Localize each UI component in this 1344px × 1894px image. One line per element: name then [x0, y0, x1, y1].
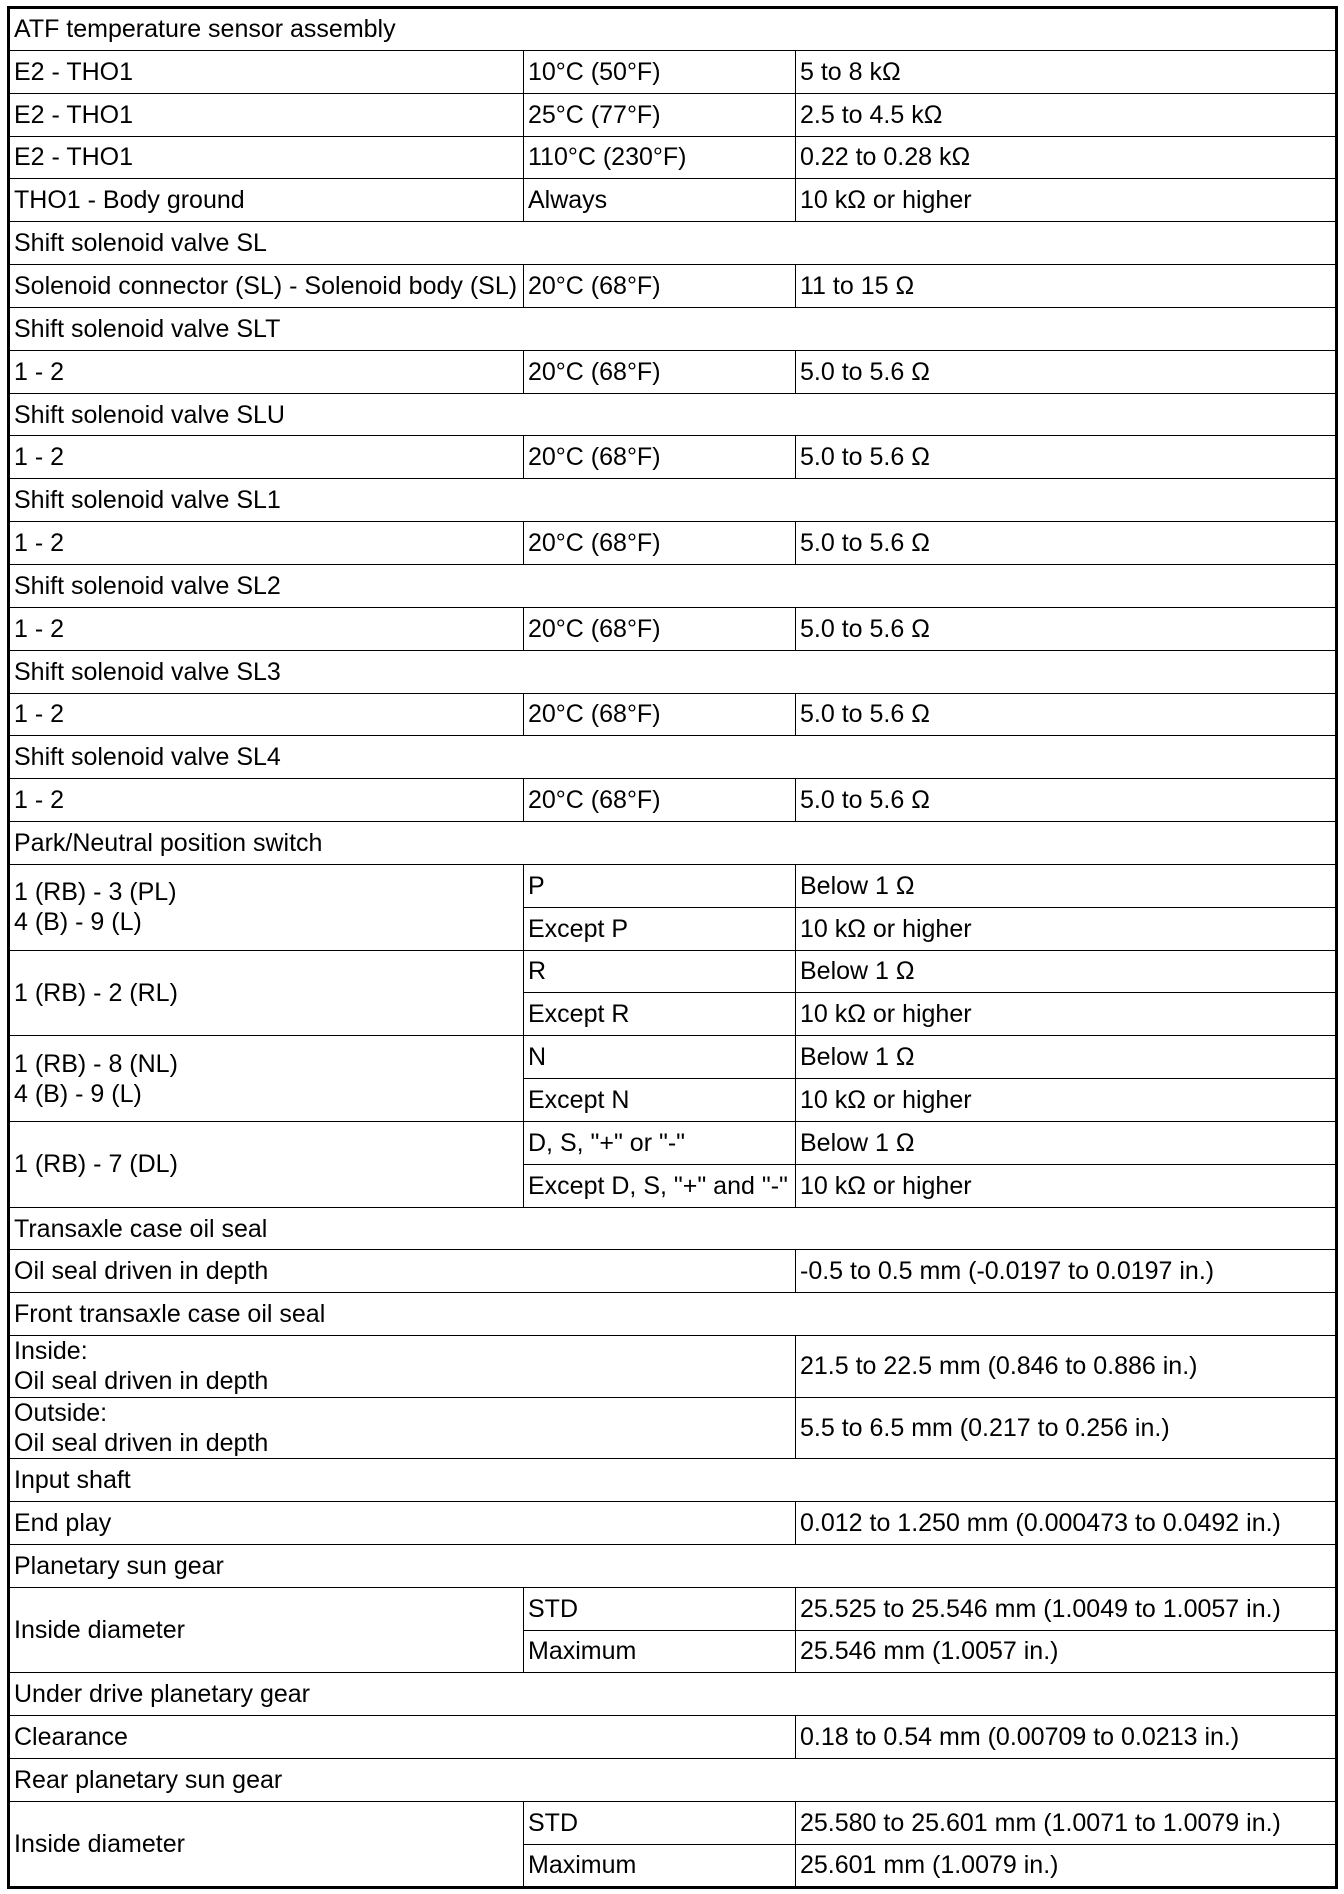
table-cell: 5.5 to 6.5 mm (0.217 to 0.256 in.) — [796, 1397, 1337, 1459]
table-row — [9, 1502, 1337, 1545]
table-cell: 20°C (68°F) — [524, 607, 796, 650]
table-cell: 20°C (68°F) — [524, 265, 796, 308]
section-title: Shift solenoid valve SL3 — [9, 650, 1337, 693]
section-header-row — [9, 479, 1337, 522]
table-cell: 110°C (230°F) — [524, 136, 796, 179]
table-cell: 1 - 2 — [9, 350, 524, 393]
table-cell: 1 - 2 — [9, 436, 524, 479]
table-cell: Outside: Oil seal driven in depth — [9, 1397, 796, 1459]
section-header-row — [9, 307, 1337, 350]
table-row — [9, 265, 1337, 308]
table-row — [9, 1801, 1337, 1844]
table-row — [9, 50, 1337, 93]
table-cell: 5.0 to 5.6 Ω — [796, 779, 1337, 822]
table-cell: 20°C (68°F) — [524, 779, 796, 822]
table-cell: E2 - THO1 — [9, 50, 524, 93]
table-cell: 10 kΩ or higher — [796, 1079, 1337, 1122]
section-header-row — [9, 564, 1337, 607]
section-header-row — [9, 822, 1337, 865]
table-row — [9, 179, 1337, 222]
table-cell: 10 kΩ or higher — [796, 993, 1337, 1036]
table-row — [9, 1121, 1337, 1164]
table-cell: Maximum — [524, 1844, 796, 1887]
table-cell: Always — [524, 179, 796, 222]
table-row — [9, 1036, 1337, 1079]
table-cell: 5.0 to 5.6 Ω — [796, 436, 1337, 479]
section-title: Shift solenoid valve SL1 — [9, 479, 1337, 522]
table-cell: 20°C (68°F) — [524, 522, 796, 565]
table-cell: 1 - 2 — [9, 693, 524, 736]
table-row — [9, 864, 1337, 907]
table-cell: 1 (RB) - 2 (RL) — [9, 950, 524, 1036]
section-header-row — [9, 650, 1337, 693]
section-header-row — [9, 393, 1337, 436]
table-cell: N — [524, 1036, 796, 1079]
table-cell: STD — [524, 1587, 796, 1630]
section-title: Shift solenoid valve SLT — [9, 307, 1337, 350]
section-title: Transaxle case oil seal — [9, 1207, 1337, 1250]
table-cell: Maximum — [524, 1630, 796, 1673]
section-header-row — [9, 1459, 1337, 1502]
table-cell: 25.525 to 25.546 mm (1.0049 to 1.0057 in.) — [796, 1587, 1337, 1630]
spec-sheet — [7, 6, 1338, 1889]
section-title: Shift solenoid valve SL — [9, 222, 1337, 265]
section-title: Planetary sun gear — [9, 1544, 1337, 1587]
table-cell: 20°C (68°F) — [524, 350, 796, 393]
table-cell: End play — [9, 1502, 796, 1545]
table-cell: 10 kΩ or higher — [796, 907, 1337, 950]
table-row — [9, 522, 1337, 565]
table-cell: Except D, S, "+" and "-" — [524, 1164, 796, 1207]
table-cell: 5.0 to 5.6 Ω — [796, 607, 1337, 650]
table-cell: 25.546 mm (1.0057 in.) — [796, 1630, 1337, 1673]
table-cell: 10 kΩ or higher — [796, 1164, 1337, 1207]
table-cell: 1 (RB) - 8 (NL) 4 (B) - 9 (L) — [9, 1036, 524, 1122]
table-row — [9, 1336, 1337, 1398]
table-cell: 1 - 2 — [9, 779, 524, 822]
table-cell: Solenoid connector (SL) - Solenoid body (SL) — [9, 265, 524, 308]
table-cell: 25.601 mm (1.0079 in.) — [796, 1844, 1337, 1887]
table-row — [9, 350, 1337, 393]
table-row — [9, 136, 1337, 179]
specification-table-body — [9, 8, 1337, 1888]
section-title: Park/Neutral position switch — [9, 822, 1337, 865]
section-header-row — [9, 222, 1337, 265]
table-cell: P — [524, 864, 796, 907]
table-row — [9, 1716, 1337, 1759]
table-cell: 1 - 2 — [9, 607, 524, 650]
table-cell: Inside diameter — [9, 1587, 524, 1673]
table-cell: Oil seal driven in depth — [9, 1250, 796, 1293]
section-title: Under drive planetary gear — [9, 1673, 1337, 1716]
table-cell: D, S, "+" or "-" — [524, 1121, 796, 1164]
table-cell: -0.5 to 0.5 mm (-0.0197 to 0.0197 in.) — [796, 1250, 1337, 1293]
table-row — [9, 693, 1337, 736]
table-cell: Except P — [524, 907, 796, 950]
section-header-row — [9, 1759, 1337, 1802]
section-header-row — [9, 1673, 1337, 1716]
table-cell: Clearance — [9, 1716, 796, 1759]
table-row — [9, 1250, 1337, 1293]
section-title: Shift solenoid valve SL2 — [9, 564, 1337, 607]
table-cell: Except N — [524, 1079, 796, 1122]
section-header-row — [9, 736, 1337, 779]
table-cell: 0.22 to 0.28 kΩ — [796, 136, 1337, 179]
table-cell: 0.012 to 1.250 mm (0.000473 to 0.0492 in.) — [796, 1502, 1337, 1545]
section-header-row — [9, 1544, 1337, 1587]
table-row — [9, 436, 1337, 479]
table-cell: 1 (RB) - 3 (PL) 4 (B) - 9 (L) — [9, 864, 524, 950]
table-cell: 1 (RB) - 7 (DL) — [9, 1121, 524, 1207]
table-cell: Below 1 Ω — [796, 1036, 1337, 1079]
section-title: Rear planetary sun gear — [9, 1759, 1337, 1802]
section-header-row — [9, 1293, 1337, 1336]
section-header-row — [9, 8, 1337, 51]
specification-table — [7, 6, 1338, 1889]
section-title: ATF temperature sensor assembly — [9, 8, 1337, 51]
section-title: Input shaft — [9, 1459, 1337, 1502]
table-cell: 0.18 to 0.54 mm (0.00709 to 0.0213 in.) — [796, 1716, 1337, 1759]
table-cell: 25°C (77°F) — [524, 93, 796, 136]
table-cell: 10°C (50°F) — [524, 50, 796, 93]
table-cell: E2 - THO1 — [9, 136, 524, 179]
table-cell: 20°C (68°F) — [524, 436, 796, 479]
table-cell: E2 - THO1 — [9, 93, 524, 136]
table-cell: 5.0 to 5.6 Ω — [796, 350, 1337, 393]
table-cell: 20°C (68°F) — [524, 693, 796, 736]
table-cell: Inside: Oil seal driven in depth — [9, 1336, 796, 1398]
section-title: Shift solenoid valve SLU — [9, 393, 1337, 436]
table-cell: Below 1 Ω — [796, 1121, 1337, 1164]
section-title: Front transaxle case oil seal — [9, 1293, 1337, 1336]
table-row — [9, 1397, 1337, 1459]
table-cell: 2.5 to 4.5 kΩ — [796, 93, 1337, 136]
table-cell: 5.0 to 5.6 Ω — [796, 693, 1337, 736]
table-row — [9, 779, 1337, 822]
table-cell: STD — [524, 1801, 796, 1844]
table-cell: Except R — [524, 993, 796, 1036]
table-cell: 1 - 2 — [9, 522, 524, 565]
table-cell: 25.580 to 25.601 mm (1.0071 to 1.0079 in.) — [796, 1801, 1337, 1844]
table-cell: 21.5 to 22.5 mm (0.846 to 0.886 in.) — [796, 1336, 1337, 1398]
table-row — [9, 607, 1337, 650]
table-cell: R — [524, 950, 796, 993]
table-cell: 11 to 15 Ω — [796, 265, 1337, 308]
table-cell: Inside diameter — [9, 1801, 524, 1887]
table-cell: 5.0 to 5.6 Ω — [796, 522, 1337, 565]
table-cell: THO1 - Body ground — [9, 179, 524, 222]
table-cell: Below 1 Ω — [796, 950, 1337, 993]
table-cell: 10 kΩ or higher — [796, 179, 1337, 222]
table-row — [9, 93, 1337, 136]
table-row — [9, 950, 1337, 993]
section-header-row — [9, 1207, 1337, 1250]
table-cell: 5 to 8 kΩ — [796, 50, 1337, 93]
table-cell: Below 1 Ω — [796, 864, 1337, 907]
section-title: Shift solenoid valve SL4 — [9, 736, 1337, 779]
table-row — [9, 1587, 1337, 1630]
